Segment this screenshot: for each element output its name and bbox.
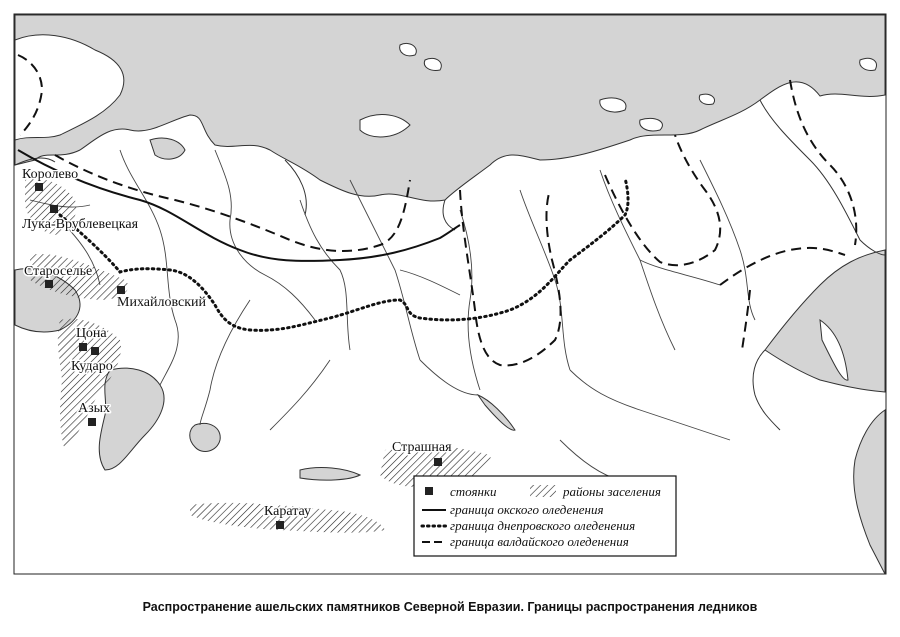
map-caption: Распространение ашельских памятников Северной Евразии. Границы распространения ледников [142, 600, 758, 614]
site-label-karatau: Каратау [264, 504, 312, 519]
legend-site-swatch [425, 487, 433, 495]
site-label-staroselye: Старосельe [24, 264, 93, 279]
site-label-korolevo: Королево [22, 167, 79, 182]
legend-valdai-label: граница валдайского оледенения [450, 534, 629, 549]
site-label-azykh: Азых [78, 401, 111, 416]
site-marker-tsona-2 [91, 347, 99, 355]
legend-areas-label: районы заселения [563, 484, 661, 499]
site-label-luka-vrublevetskaya: Лука-Врублевецкая [22, 217, 139, 232]
site-marker-tsona-1 [79, 343, 87, 351]
legend-oka-label: граница окского оледенения [450, 502, 604, 517]
legend-sites-label: стоянки [450, 484, 497, 499]
site-marker-luka-vrublevetskaya [50, 205, 58, 213]
site-label-mikhailovsky: Михайловский [117, 295, 206, 310]
site-marker-karatau [276, 521, 284, 529]
site-label-tsona: Цона [76, 326, 107, 341]
site-marker-mikhailovsky [117, 286, 125, 294]
site-label-kudaro: Кударо [71, 359, 113, 374]
site-marker-staroselye [45, 280, 53, 288]
legend-area-swatch [530, 485, 556, 497]
site-marker-azykh [88, 418, 96, 426]
site-marker-korolevo [35, 183, 43, 191]
legend-dnieper-label: граница днепровского оледенения [450, 518, 636, 533]
legend [414, 476, 676, 556]
site-label-strashnaya: Страшная [392, 440, 452, 455]
site-marker-strashnaya [434, 458, 442, 466]
